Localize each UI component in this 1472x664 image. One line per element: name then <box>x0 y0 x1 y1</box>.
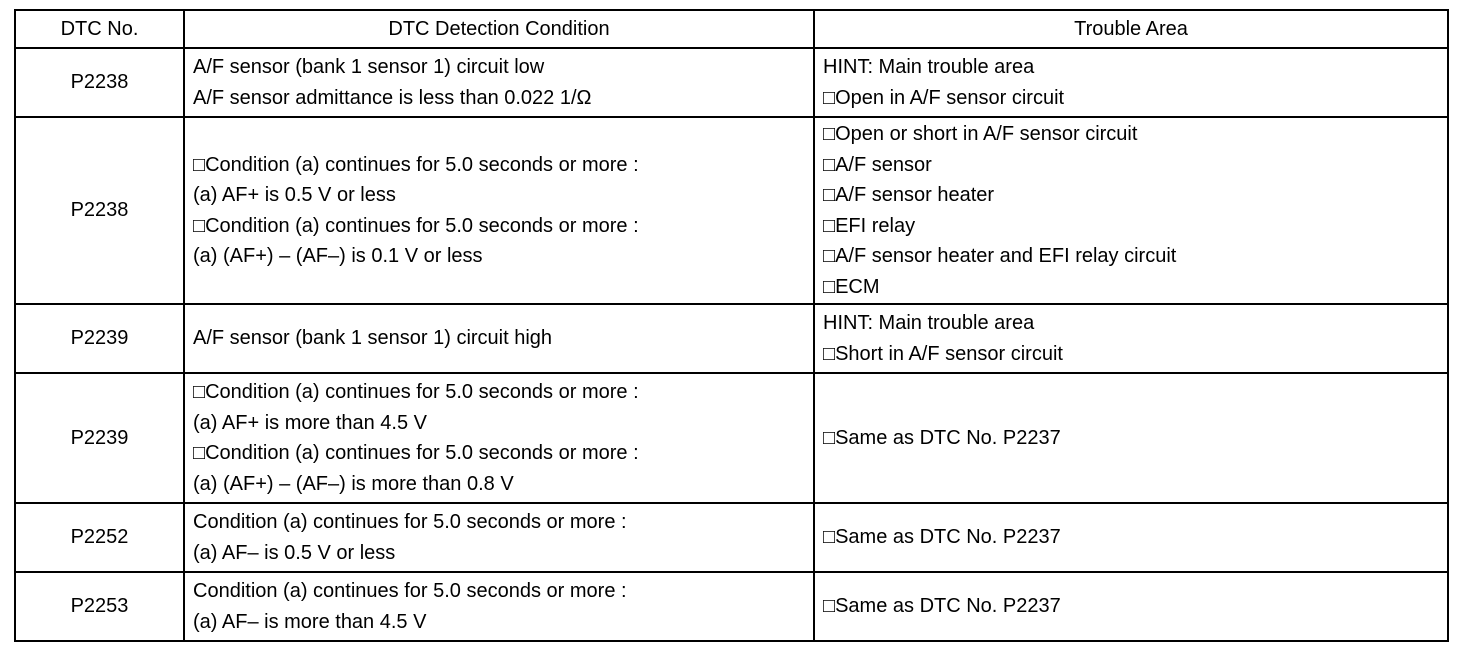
trouble-area-line: □Same as DTC No. P2237 <box>823 426 1061 449</box>
table-row <box>15 304 1448 373</box>
header-row <box>15 10 1448 48</box>
table-row <box>15 117 1448 304</box>
dtc-code: P2238 <box>15 117 184 304</box>
trouble-area-line: □A/F sensor heater <box>823 184 995 206</box>
trouble-area <box>814 373 1448 503</box>
detection-condition <box>184 304 814 373</box>
trouble-area-line: □A/F sensor <box>823 153 932 176</box>
dtc-table <box>14 9 1449 642</box>
condition-line: Condition (a) continues for 5.0 seconds or more : <box>193 511 627 533</box>
table-row <box>15 48 1448 117</box>
trouble-area-line: □Short in A/F sensor circuit <box>823 342 1063 365</box>
header-dtc-no: DTC No. <box>15 10 184 48</box>
detection-condition <box>184 572 814 641</box>
dtc-code: P2239 <box>15 304 184 373</box>
detection-condition <box>184 117 814 304</box>
dtc-code: P2239 <box>15 373 184 503</box>
table-row <box>15 373 1448 503</box>
condition-line: A/F sensor (bank 1 sensor 1) circuit high <box>193 327 553 350</box>
trouble-area-line: □ECM <box>823 275 880 298</box>
detection-condition <box>184 48 814 117</box>
table-row <box>15 572 1448 641</box>
header-trouble-area: Trouble Area <box>814 10 1448 48</box>
condition-line: (a) AF+ is 0.5 V or less <box>193 184 396 206</box>
condition-line: □Condition (a) continues for 5.0 seconds or more : <box>193 442 639 464</box>
condition-line: A/F sensor admittance is less than 0.022 1/Ω <box>193 86 592 109</box>
trouble-area-line: □Open or short in A/F sensor circuit <box>823 123 1138 145</box>
dtc-code: P2252 <box>15 503 184 572</box>
condition-line: A/F sensor (bank 1 sensor 1) circuit low <box>193 56 545 78</box>
trouble-area <box>814 572 1448 641</box>
condition-line: Condition (a) continues for 5.0 seconds or more : <box>193 580 627 602</box>
dtc-code: P2253 <box>15 572 184 641</box>
trouble-area <box>814 117 1448 304</box>
table-row <box>15 503 1448 572</box>
trouble-area-line: □Same as DTC No. P2237 <box>823 526 1061 549</box>
condition-line: (a) AF– is 0.5 V or less <box>193 541 396 564</box>
trouble-area-line: HINT: Main trouble area <box>823 312 1035 334</box>
condition-line: (a) AF– is more than 4.5 V <box>193 610 427 633</box>
header-detection-condition: DTC Detection Condition <box>184 10 814 48</box>
trouble-area <box>814 503 1448 572</box>
condition-line: (a) AF+ is more than 4.5 V <box>193 411 427 434</box>
trouble-area-line: □A/F sensor heater and EFI relay circuit <box>823 245 1177 267</box>
condition-line: □Condition (a) continues for 5.0 seconds or more : <box>193 381 639 403</box>
trouble-area-line: HINT: Main trouble area <box>823 56 1035 78</box>
condition-line: □Condition (a) continues for 5.0 seconds or more : <box>193 214 639 237</box>
detection-condition <box>184 373 814 503</box>
detection-condition <box>184 503 814 572</box>
trouble-area-line: □EFI relay <box>823 214 916 237</box>
condition-line: (a) (AF+) – (AF–) is 0.1 V or less <box>193 245 483 267</box>
trouble-area-line: □Same as DTC No. P2237 <box>823 595 1061 618</box>
dtc-code: P2238 <box>15 48 184 117</box>
trouble-area <box>814 48 1448 117</box>
condition-line: □Condition (a) continues for 5.0 seconds or more : <box>193 153 639 176</box>
trouble-area <box>814 304 1448 373</box>
trouble-area-line: □Open in A/F sensor circuit <box>823 86 1065 109</box>
condition-line: (a) (AF+) – (AF–) is more than 0.8 V <box>193 472 514 495</box>
